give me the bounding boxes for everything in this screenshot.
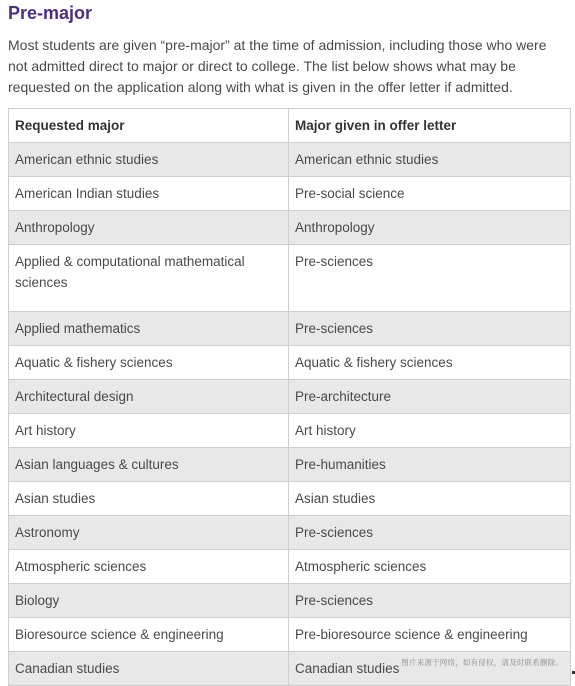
requested-major-cell: Applied & computational mathematical sciences [9, 245, 289, 312]
table-row [9, 177, 571, 211]
given-major-cell: Atmospheric sciences [289, 550, 571, 584]
given-major-cell: Pre-sciences [289, 245, 571, 312]
table-row [9, 448, 571, 482]
header-major-given: Major given in offer letter [289, 109, 571, 143]
requested-major-cell: Anthropology [9, 211, 289, 245]
requested-major-cell: Canadian studies [9, 652, 289, 686]
given-major-cell: American ethnic studies [289, 143, 571, 177]
requested-major-cell: Atmospheric sciences [9, 550, 289, 584]
table-row [9, 143, 571, 177]
requested-major-cell: Applied mathematics [9, 312, 289, 346]
given-major-cell: Pre-bioresource science & engineering [289, 618, 571, 652]
table-row [9, 312, 571, 346]
given-major-cell: Pre-sciences [289, 312, 571, 346]
table-row [9, 618, 571, 652]
section-title: Pre-major [8, 3, 93, 23]
table-row [9, 211, 571, 245]
given-major-cell: Art history [289, 414, 571, 448]
requested-major-cell: Architectural design [9, 380, 289, 414]
given-major-cell: Canadian studies [289, 652, 571, 686]
requested-major-cell: Asian studies [9, 482, 289, 516]
given-major-cell: Pre-sciences [289, 584, 571, 618]
given-major-cell: Anthropology [289, 211, 571, 245]
table-row [9, 346, 571, 380]
requested-major-cell: Astronomy [9, 516, 289, 550]
requested-major-cell: Asian languages & cultures [9, 448, 289, 482]
table-row [9, 414, 571, 448]
table-row [9, 380, 571, 414]
requested-major-cell: American ethnic studies [9, 143, 289, 177]
requested-major-cell: Art history [9, 414, 289, 448]
table-row [9, 516, 571, 550]
majors-table [8, 108, 571, 686]
given-major-cell: Pre-architecture [289, 380, 571, 414]
table-row [9, 550, 571, 584]
given-major-cell: Pre-social science [289, 177, 571, 211]
given-major-cell: Aquatic & fishery sciences [289, 346, 571, 380]
table-row [9, 584, 571, 618]
table-row [9, 482, 571, 516]
header-requested-major: Requested major [9, 109, 289, 143]
requested-major-cell: Bioresource science & engineering [9, 618, 289, 652]
given-major-cell: Pre-sciences [289, 516, 571, 550]
watermark-text: 图片来源于网络，如有侵权，请及时联系删除。 [401, 658, 563, 667]
given-major-cell: Pre-humanities [289, 448, 571, 482]
requested-major-cell: Biology [9, 584, 289, 618]
table-row [9, 245, 571, 312]
requested-major-cell: American Indian studies [9, 177, 289, 211]
table-header-row [9, 109, 571, 143]
intro-paragraph: Most students are given “pre-major” at the time of admission, including those who were not admitted direct to major or direct to college. The list below shows what may be requested on the application along with what is given in the offer letter if admitted. [8, 37, 547, 95]
requested-major-cell: Aquatic & fishery sciences [9, 346, 289, 380]
given-major-cell: Asian studies [289, 482, 571, 516]
